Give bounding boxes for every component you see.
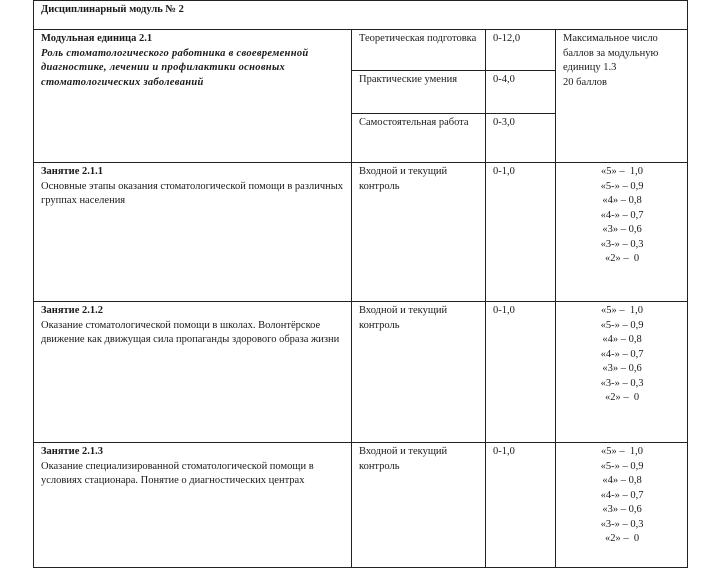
lesson-desc: Оказание специализированной стоматологической помощи в условиях стационара. Понятие о диагностических центрах	[41, 460, 314, 486]
grade-item: «4-» – 0,7	[600, 209, 644, 221]
grade-item: «4» – 0,8	[602, 334, 642, 345]
grade-item: «3» – 0,6	[602, 224, 642, 235]
lesson-score: 0-1,0	[486, 443, 556, 568]
grade-item: «5-» – 0,9	[600, 319, 644, 331]
grade-item: «5» – 1,0	[601, 305, 644, 316]
grade-item: «3» – 0,6	[602, 504, 642, 515]
lesson-control: Входной и текущий контроль	[352, 443, 486, 568]
lesson-row	[34, 302, 688, 443]
grade-item: «4-» – 0,7	[600, 348, 644, 360]
lesson-control: Входной и текущий контроль	[352, 302, 486, 443]
lesson-score: 0-1,0	[486, 163, 556, 302]
activity-type: Самостоятельная работа	[352, 114, 486, 163]
activity-score: 0-4,0	[486, 71, 556, 114]
grade-item: «4-» – 0,7	[600, 489, 644, 501]
lesson-row	[34, 163, 688, 302]
activity-score: 0-3,0	[486, 114, 556, 163]
lesson-score: 0-1,0	[486, 302, 556, 443]
title-row	[34, 1, 688, 30]
grade-item: «3» – 0,6	[602, 363, 642, 374]
lesson-desc: Основные этапы оказания стоматологической помощи в различных группах населения	[41, 180, 344, 206]
activity-score: 0-12,0	[486, 30, 556, 71]
lesson-control: Входной и текущий контроль	[352, 163, 486, 302]
lesson-cell	[34, 443, 352, 568]
grade-item: «3-» – 0,3	[600, 518, 644, 530]
lesson-row	[34, 443, 688, 568]
module-unit-desc: Роль стоматологического работника в своевременной диагностике, лечении и профилактики основных стоматологических заболеваний	[41, 47, 309, 88]
grade-scale	[556, 163, 688, 302]
max-score-total: 20 баллов	[563, 76, 607, 88]
grade-item: «2» – 0	[604, 533, 640, 544]
grade-scale	[556, 443, 688, 568]
grade-item: «5-» – 0,9	[600, 180, 644, 192]
grade-item: «5-» – 0,9	[600, 460, 644, 472]
activity-type: Теоретическая подготовка	[352, 30, 486, 71]
grade-item: «2» – 0	[604, 392, 640, 403]
lesson-name: Занятие 2.1.3	[41, 446, 104, 457]
grade-item: «5» – 1,0	[601, 446, 644, 457]
lesson-name: Занятие 2.1.1	[41, 166, 104, 177]
lesson-desc: Оказание стоматологической помощи в школах. Волонтёрское движение как движущая сила пропаганды здорового образа жизни	[41, 319, 340, 345]
module-unit-cell	[34, 30, 352, 163]
module-unit-name: Модульная единица 2.1	[41, 33, 153, 44]
grade-item: «5» – 1,0	[601, 166, 644, 177]
grade-scale	[556, 302, 688, 443]
module-title: Дисциплинарный модуль № 2	[34, 1, 688, 30]
lesson-cell	[34, 302, 352, 443]
grade-item: «2» – 0	[604, 253, 640, 264]
activity-type: Практические умения	[352, 71, 486, 114]
module-unit-row	[34, 30, 688, 71]
grade-item: «3-» – 0,3	[600, 238, 644, 250]
max-score-cell	[556, 30, 688, 163]
grade-item: «4» – 0,8	[602, 475, 642, 486]
grade-item: «3-» – 0,3	[600, 377, 644, 389]
discipline-module-table	[33, 0, 688, 568]
lesson-cell	[34, 163, 352, 302]
lesson-name: Занятие 2.1.2	[41, 305, 104, 316]
grade-item: «4» – 0,8	[602, 195, 642, 206]
max-score-note: Максимальное число баллов за модульную единицу 1.3	[563, 33, 659, 73]
